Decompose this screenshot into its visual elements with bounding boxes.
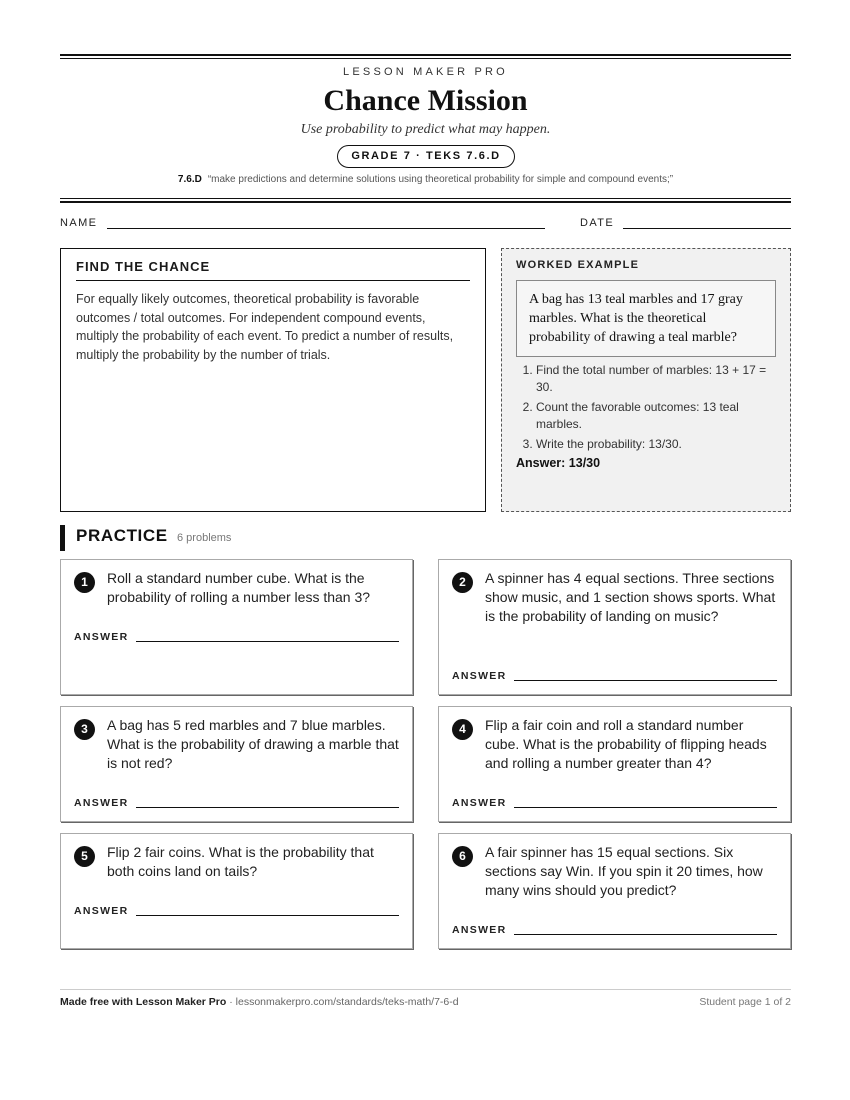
answer-label: ANSWER xyxy=(452,797,507,809)
answer-label: ANSWER xyxy=(452,670,507,682)
footer-page-label: Student page 1 of 2 xyxy=(699,996,791,1008)
answer-label: ANSWER xyxy=(452,924,507,936)
problem-number-badge: 2 xyxy=(452,572,473,593)
standard-code: 7.6.D xyxy=(177,174,202,185)
page-title: Chance Mission xyxy=(323,84,528,117)
practice-heading: PRACTICE xyxy=(76,526,168,545)
worked-example-step: 1. Find the total number of marbles: 13 + 17 = 30. xyxy=(536,362,776,396)
problem-text: A bag has 5 red marbles and 7 blue marbles. What is the probability of drawing a marble that is not red? xyxy=(107,717,399,771)
answer-field[interactable] xyxy=(514,807,777,808)
name-label: NAME xyxy=(60,217,98,229)
practice-accent-bar xyxy=(60,525,65,551)
problem-number-badge: 1 xyxy=(74,572,95,593)
practice-count: 6 problems xyxy=(177,532,232,544)
footer-separator: · xyxy=(226,996,236,1008)
problem-card-1 xyxy=(60,559,413,695)
grade-badge: GRADE 7 · TEKS 7.6.D xyxy=(337,145,515,168)
header-bottom-rule xyxy=(60,198,791,203)
problem-card-2 xyxy=(438,559,791,695)
problem-card-4 xyxy=(438,706,791,822)
problem-text: A fair spinner has 15 equal sections. Six sections say Win. If you spin it 20 times, how many wins should you predict? xyxy=(485,844,763,898)
worked-example-answer: Answer: 13/30 xyxy=(516,456,601,470)
standard-statement xyxy=(60,174,791,185)
find-the-chance-body: For equally likely outcomes, theoretical probability is favorable outcomes / total outcomes. For independent compound events, multiply the probability of each event. To predict a number of results, multiply the probability by the number of trials. xyxy=(76,292,454,362)
find-the-chance-panel xyxy=(60,248,486,512)
standard-text: “make predictions and determine solutions using theoretical probability for simple and compound events;” xyxy=(207,174,674,185)
answer-field[interactable] xyxy=(136,807,399,808)
page-subtitle: Use probability to predict what may happen. xyxy=(300,122,551,137)
answer-label: ANSWER xyxy=(74,905,129,917)
answer-label: ANSWER xyxy=(74,797,129,809)
problem-number-badge: 6 xyxy=(452,846,473,867)
problem-text: A spinner has 4 equal sections. Three sections show music, and 1 section shows sports. What is the probability of landing on music? xyxy=(485,570,776,624)
problem-card-5 xyxy=(60,833,413,949)
problem-text: Roll a standard number cube. What is the probability of rolling a number less than 3? xyxy=(107,570,371,605)
worked-example-question: A bag has 13 teal marbles and 17 gray marbles. What is the theoretical probability of drawing a teal marble? xyxy=(516,280,776,357)
worked-example-steps xyxy=(516,362,776,453)
worked-example-panel xyxy=(501,248,791,512)
answer-field[interactable] xyxy=(514,680,777,681)
answer-label: ANSWER xyxy=(74,631,129,643)
problem-number-badge: 5 xyxy=(74,846,95,867)
worked-example-heading: WORKED EXAMPLE xyxy=(516,259,640,271)
answer-field[interactable] xyxy=(136,641,399,642)
name-field[interactable] xyxy=(107,228,545,229)
brand-label: LESSON MAKER PRO xyxy=(343,66,508,78)
problem-number-badge: 3 xyxy=(74,719,95,740)
problem-text: Flip 2 fair coins. What is the probability that both coins land on tails? xyxy=(107,844,374,879)
footer-credit xyxy=(60,996,459,1008)
answer-field[interactable] xyxy=(136,915,399,916)
footer-rule xyxy=(60,989,791,990)
date-field[interactable] xyxy=(623,228,791,229)
problem-number-badge: 4 xyxy=(452,719,473,740)
problem-card-6 xyxy=(438,833,791,949)
worksheet-page xyxy=(60,0,791,1100)
problem-card-3 xyxy=(60,706,413,822)
footer-url[interactable]: lessonmakerpro.com/standards/teks-math/7-6-d xyxy=(235,996,459,1008)
find-the-chance-heading: FIND THE CHANCE xyxy=(76,259,470,281)
worked-example-step: 2. Count the favorable outcomes: 13 teal marbles. xyxy=(536,399,776,433)
problem-text: Flip a fair coin and roll a standard number cube. What is the probability of flipping heads and rolling a number greater than 4? xyxy=(485,717,767,771)
worked-example-step: 3. Write the probability: 13/30. xyxy=(536,436,776,453)
footer-made-with: Made free with Lesson Maker Pro xyxy=(60,996,227,1008)
answer-field[interactable] xyxy=(514,934,777,935)
header-top-rule xyxy=(60,54,791,59)
date-label: DATE xyxy=(580,217,615,229)
